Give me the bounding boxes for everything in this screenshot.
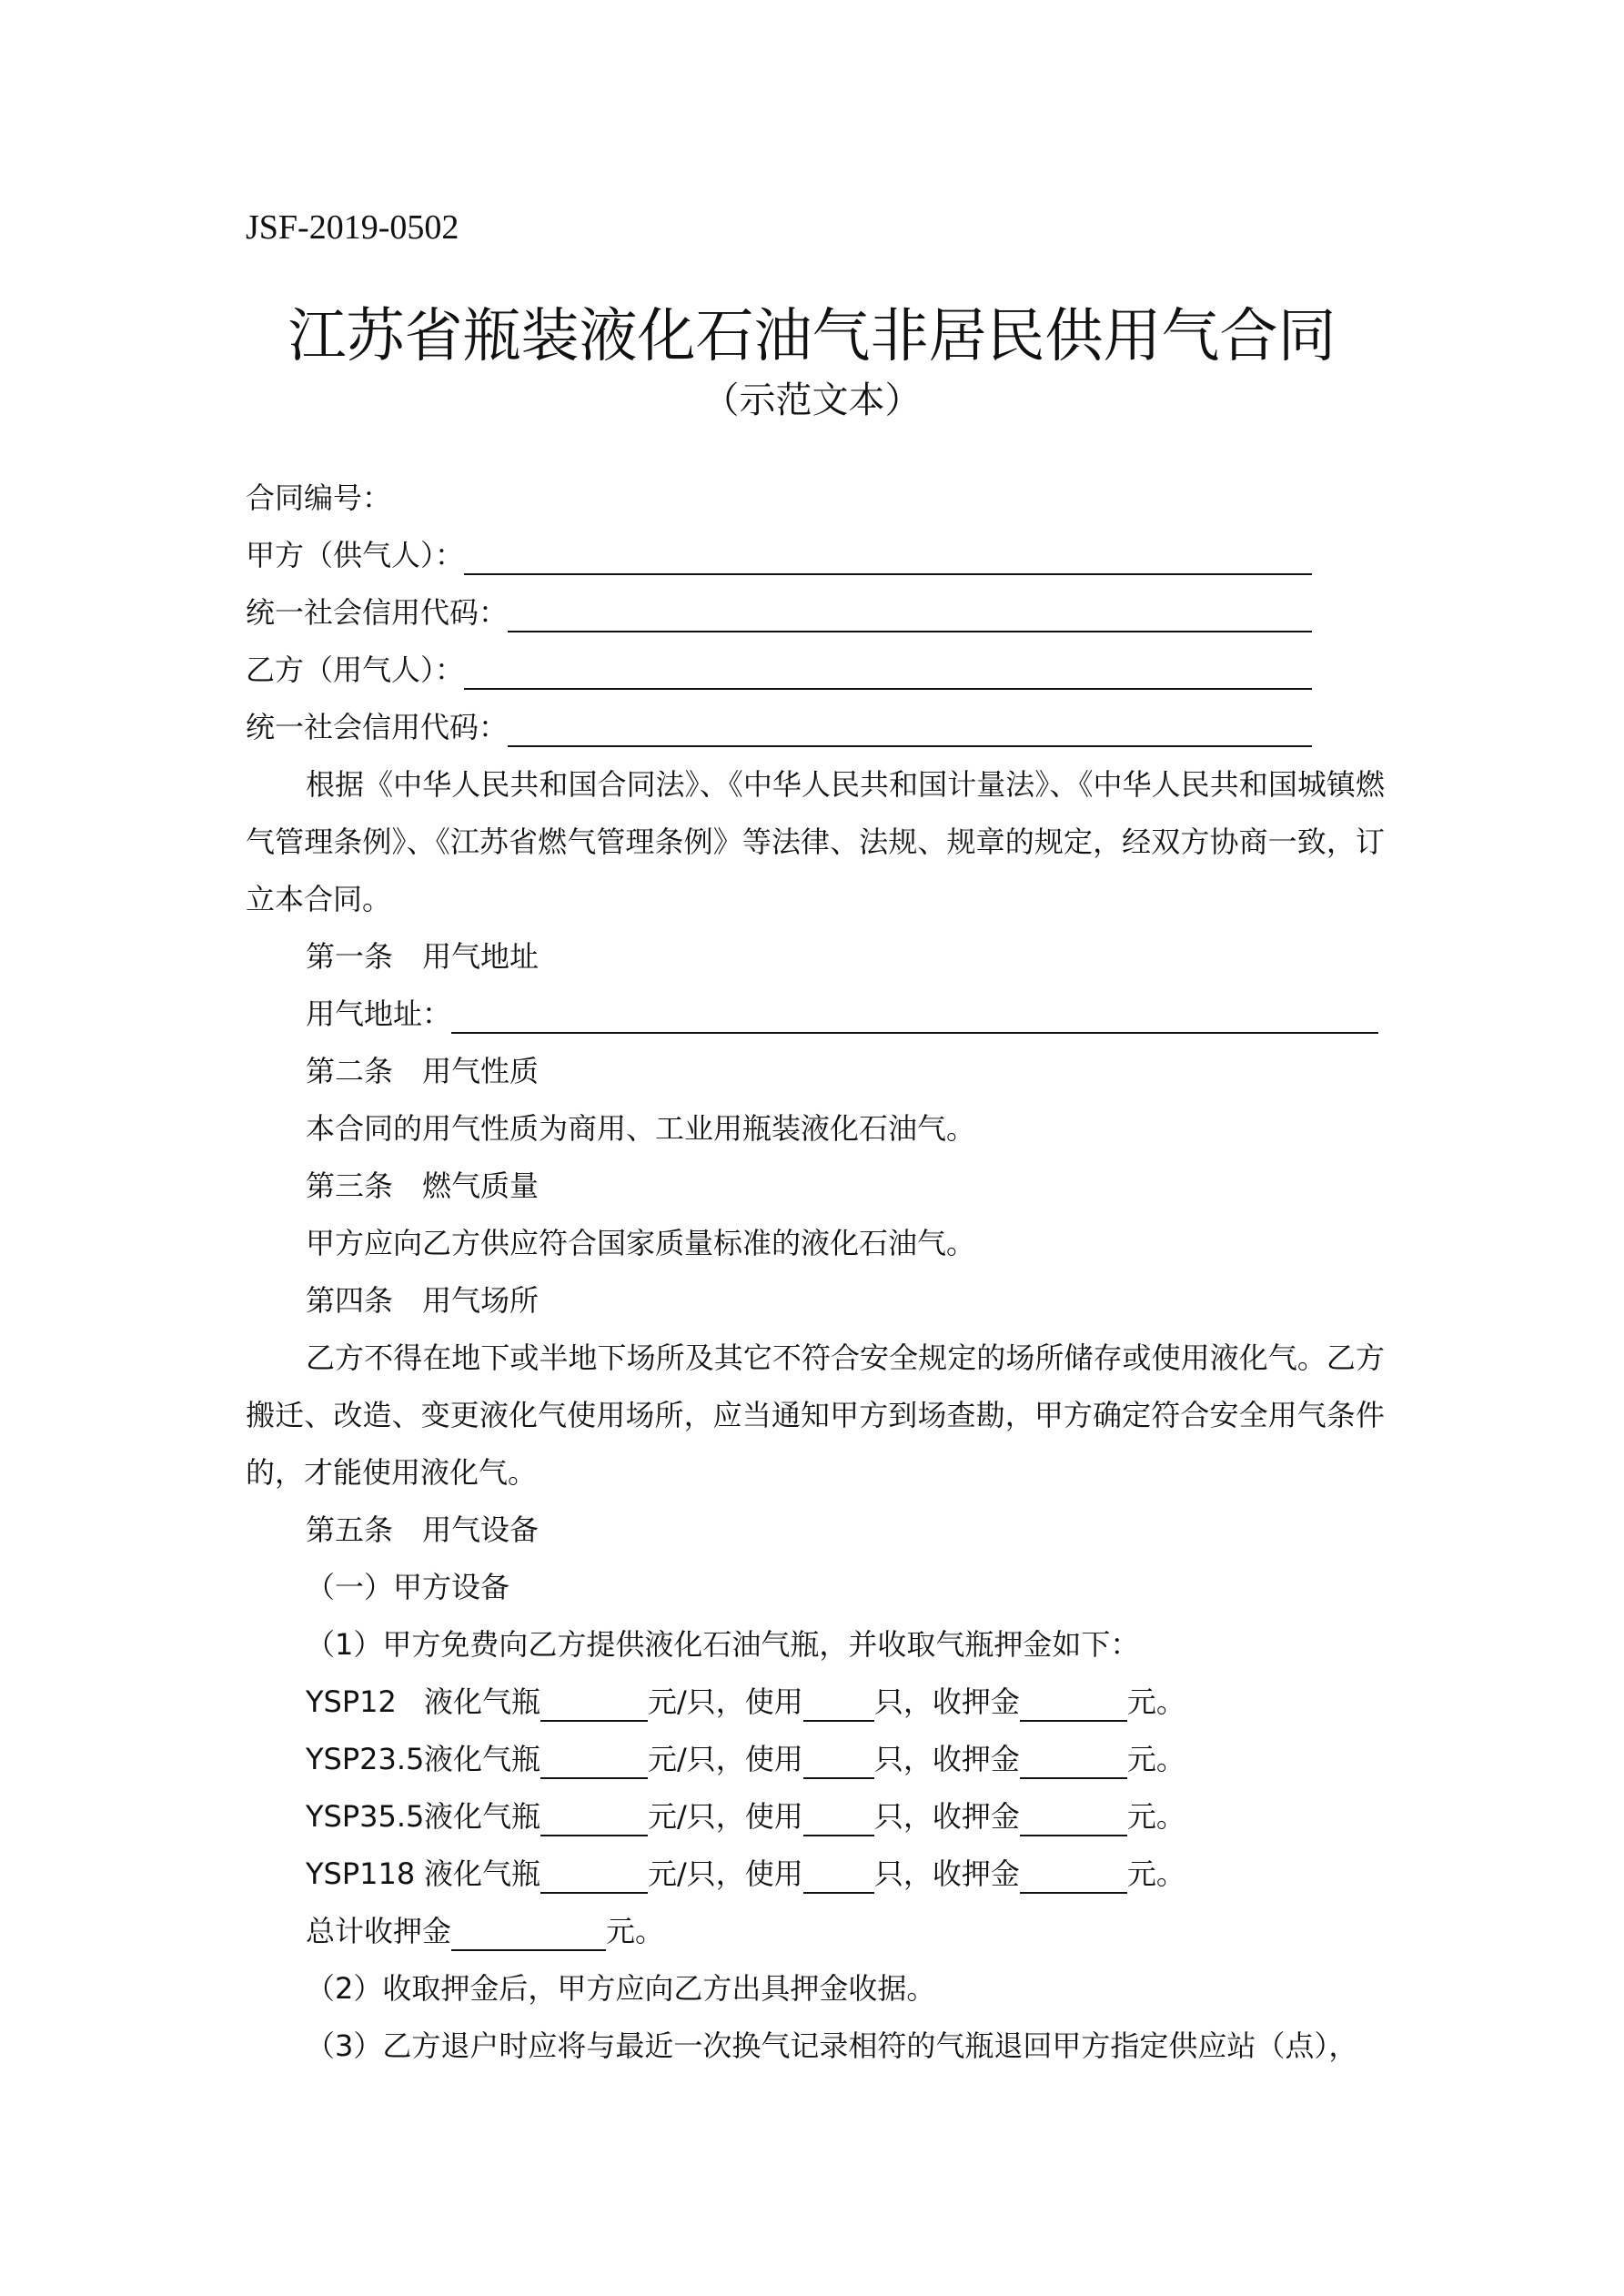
unit-price-blank[interactable] [540, 1682, 648, 1722]
deposit-row: YSP12 液化气瓶 元/只，使用 只，收押金 元。 [246, 1674, 1378, 1731]
deposit-row: YSP118 液化气瓶 元/只，使用 只，收押金 元。 [246, 1846, 1378, 1903]
deposit-blank[interactable] [1020, 1796, 1127, 1836]
party-a-blank[interactable] [464, 535, 1312, 575]
unit-price-blank[interactable] [540, 1739, 648, 1779]
article-5-title: 第五条 用气设备 [306, 1512, 540, 1547]
deposit-blank[interactable] [1020, 1682, 1127, 1722]
document-title: 江苏省瓶装液化石油气非居民供用气合同 [287, 303, 1337, 370]
deposit-row: YSP23.5 液化气瓶 元/只，使用 只，收押金 元。 [246, 1731, 1378, 1788]
article-4-paragraph: 乙方不得在地下或半地下场所及其它不符合安全规定的场所储存或使用液化气。乙方搬迁、改造、变更液化气使用场所，应当通知甲方到场查勘，甲方确定符合安全用气条件的，才能使用液化气。 [246, 1340, 1385, 1490]
quantity-blank[interactable] [803, 1854, 874, 1894]
party-b-credit-label: 统一社会信用代码： [246, 710, 509, 744]
article-2-title: 第二条 用气性质 [306, 1054, 540, 1088]
article-3-title: 第三条 燃气质量 [306, 1168, 540, 1203]
quantity-blank[interactable] [803, 1739, 874, 1779]
document-code: JSF-2019-0502 [246, 208, 459, 247]
quantity-blank[interactable] [803, 1682, 874, 1722]
usage-address-blank[interactable] [451, 994, 1378, 1034]
party-b-credit-blank[interactable] [508, 707, 1312, 747]
usage-address-label: 用气地址： [306, 996, 452, 1031]
unit-price-blank[interactable] [540, 1796, 648, 1836]
article-5-item1: （1）甲方免费向乙方提供液化石油气瓶，并收取气瓶押金如下： [306, 1627, 1140, 1662]
party-b-label: 乙方（用气人）： [246, 652, 465, 687]
article-2-text: 本合同的用气性质为商用、工业用瓶装液化石油气。 [306, 1111, 976, 1146]
party-a-credit-line [246, 584, 1312, 642]
party-b-line [246, 642, 1312, 699]
party-a-label: 甲方（供气人）： [246, 538, 465, 572]
quantity-blank[interactable] [803, 1796, 874, 1836]
article-4-title: 第四条 用气场所 [306, 1283, 540, 1318]
cylinder-model: YSP12 [306, 1684, 397, 1719]
cylinder-model: YSP118 [306, 1856, 416, 1891]
deposit-total-row: 总计收押金 元。 [246, 1903, 1378, 1960]
contract-number-line [246, 470, 1378, 527]
deposit-blank[interactable] [1020, 1739, 1127, 1779]
article-3-text: 甲方应向乙方供应符合国家质量标准的液化石油气。 [306, 1226, 976, 1260]
contract-number-label: 合同编号： [246, 480, 392, 515]
party-b-credit-line [246, 699, 1312, 756]
party-a-credit-label: 统一社会信用代码： [246, 595, 509, 630]
article-5-item2: （2）收取押金后，甲方应向乙方出具押金收据。 [306, 1971, 936, 2006]
cylinder-model: YSP23.5 [306, 1742, 425, 1776]
unit-price-blank[interactable] [540, 1854, 648, 1894]
preamble-paragraph: 根据《中华人民共和国合同法》、《中华人民共和国计量法》、《中华人民共和国城镇燃气管理条例》、《江苏省燃气管理条例》等法律、法规、规章的规定，经双方协商一致，订立本合同。 [246, 767, 1385, 916]
article-5-item3: （3）乙方退户时应将与最近一次换气记录相符的气瓶退回甲方指定供应站（点）， [306, 2028, 1358, 2063]
document-subtitle: （示范文本） [702, 379, 922, 421]
party-b-blank[interactable] [464, 650, 1312, 690]
party-a-line [246, 527, 1312, 584]
deposit-row: YSP35.5 液化气瓶 元/只，使用 只，收押金 元。 [246, 1788, 1378, 1846]
usage-address-line [246, 986, 1378, 1043]
cylinder-model: YSP35.5 [306, 1799, 425, 1834]
article-5-sub1: （一）甲方设备 [306, 1570, 510, 1604]
deposit-blank[interactable] [1020, 1854, 1127, 1894]
article-1-title: 第一条 用气地址 [306, 939, 540, 974]
party-a-credit-blank[interactable] [508, 592, 1312, 632]
total-deposit-blank[interactable] [451, 1911, 606, 1951]
